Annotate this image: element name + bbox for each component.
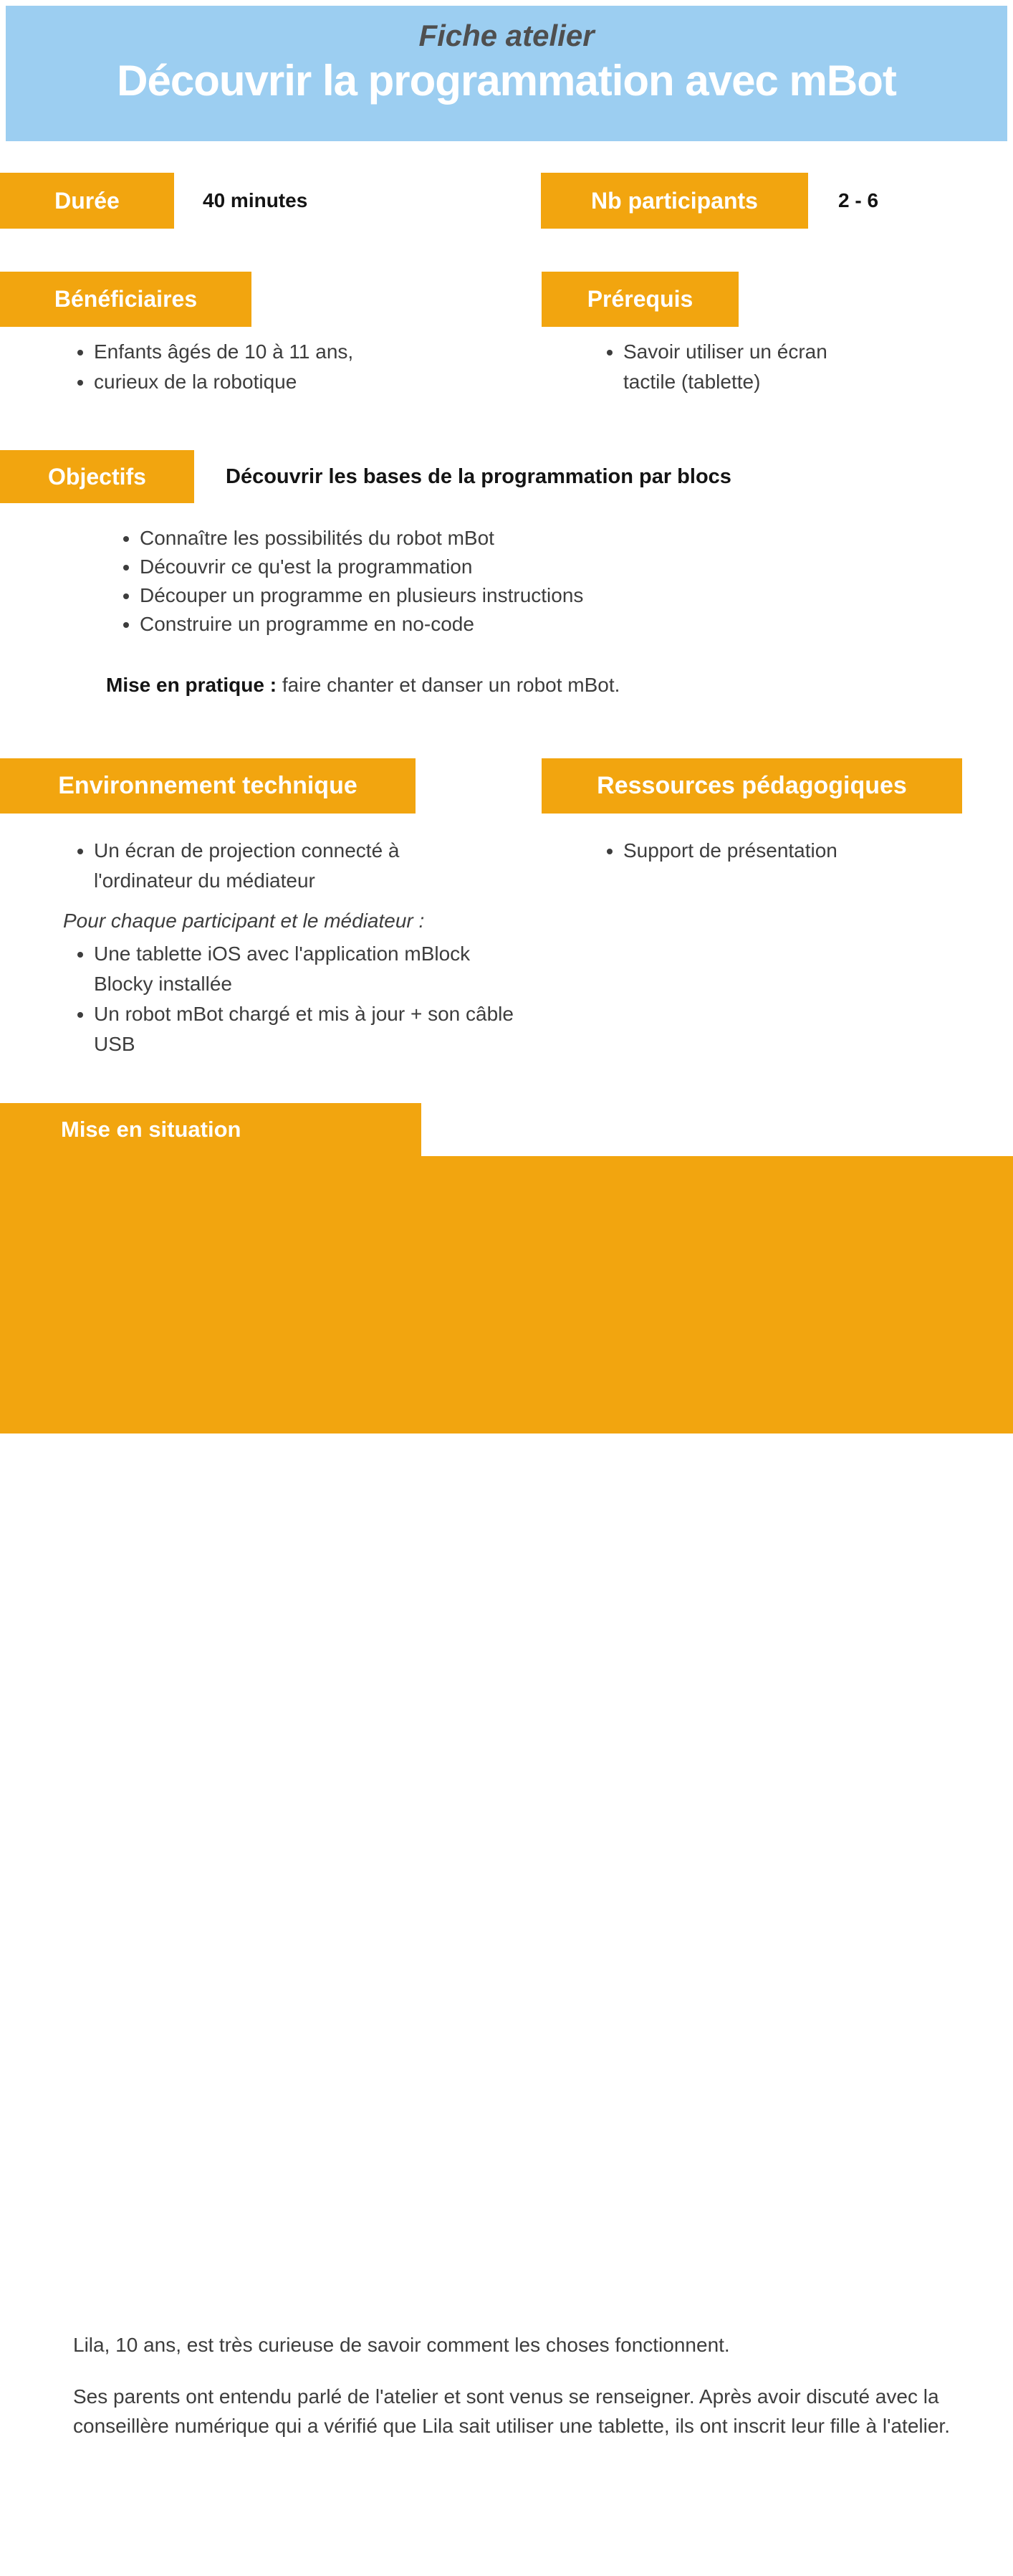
beneficiaires-list xyxy=(54,337,455,397)
list-item: • Connaître les possibilités du robot mBot xyxy=(140,524,658,553)
mise-en-situation-box xyxy=(13,2322,1001,2576)
duree-value: 40 minutes xyxy=(203,189,308,211)
sheet-type-label: Fiche atelier xyxy=(418,19,595,52)
objectifs-headline: Découvrir les bases de la programmation par blocs xyxy=(226,464,731,488)
list-item: • Découper un programme en plusieurs instructions xyxy=(140,581,658,610)
prerequis-list xyxy=(583,337,884,397)
participants-badge: Nb participants xyxy=(541,173,808,229)
list-item: • Enfants âgés de 10 à 11 ans, xyxy=(94,337,455,367)
beneficiaires-badge: Bénéficiaires xyxy=(0,272,251,327)
mise-en-pratique-label: Mise en pratique : xyxy=(106,674,277,696)
duree-badge: Durée xyxy=(0,173,174,229)
list-item: • Découvrir ce qu'est la programmation xyxy=(140,553,658,581)
mise-en-pratique-line xyxy=(106,671,620,700)
mise-en-pratique-text: faire chanter et danser un robot mBot. xyxy=(282,674,620,696)
mise-en-situation-badge: Mise en situation xyxy=(0,1103,421,1156)
page-title: Découvrir la programmation avec mBot xyxy=(117,57,896,105)
participants-value: 2 - 6 xyxy=(838,189,879,211)
header-banner xyxy=(6,6,1007,141)
situation-paragraph: Ses parents ont entendu parlé de l'atelier et sont venus se renseigner. Après avoir discuté avec la conseillère numérique qui a vérifié que Lila sait utiliser une tablette, ils ont inscrit leur fille à l'atelier. xyxy=(73,2385,950,2437)
objectifs-list xyxy=(100,524,658,639)
environnement-badge: Environnement technique xyxy=(0,758,416,814)
ressources-badge: Ressources pédagogiques xyxy=(542,758,962,814)
prerequis-badge: Prérequis xyxy=(542,272,739,327)
mise-en-situation-band xyxy=(0,1156,1013,2437)
objectifs-badge: Objectifs xyxy=(0,450,194,503)
list-item: • Support de présentation xyxy=(623,836,927,866)
list-item: • Un écran de projection connecté à l'ordinateur du médiateur xyxy=(94,836,466,896)
environnement-note: Pour chaque participant et le médiateur : xyxy=(63,910,425,932)
list-item: • Savoir utiliser un écran tactile (tablette) xyxy=(623,337,884,397)
ressources-list xyxy=(583,836,927,866)
list-item: • Une tablette iOS avec l'application mBlock Blocky installée xyxy=(94,939,532,999)
situation-paragraph: Lila, 10 ans, est très curieuse de savoir comment les choses fonctionnent. xyxy=(73,2334,730,2356)
environnement-content xyxy=(54,836,514,1059)
mise-en-situation-text xyxy=(73,2330,989,2463)
list-item: • Construire un programme en no-code xyxy=(140,610,658,639)
list-item: • curieux de la robotique xyxy=(94,367,455,397)
list-item: • Un robot mBot chargé et mis à jour + son câble USB xyxy=(94,999,532,1059)
